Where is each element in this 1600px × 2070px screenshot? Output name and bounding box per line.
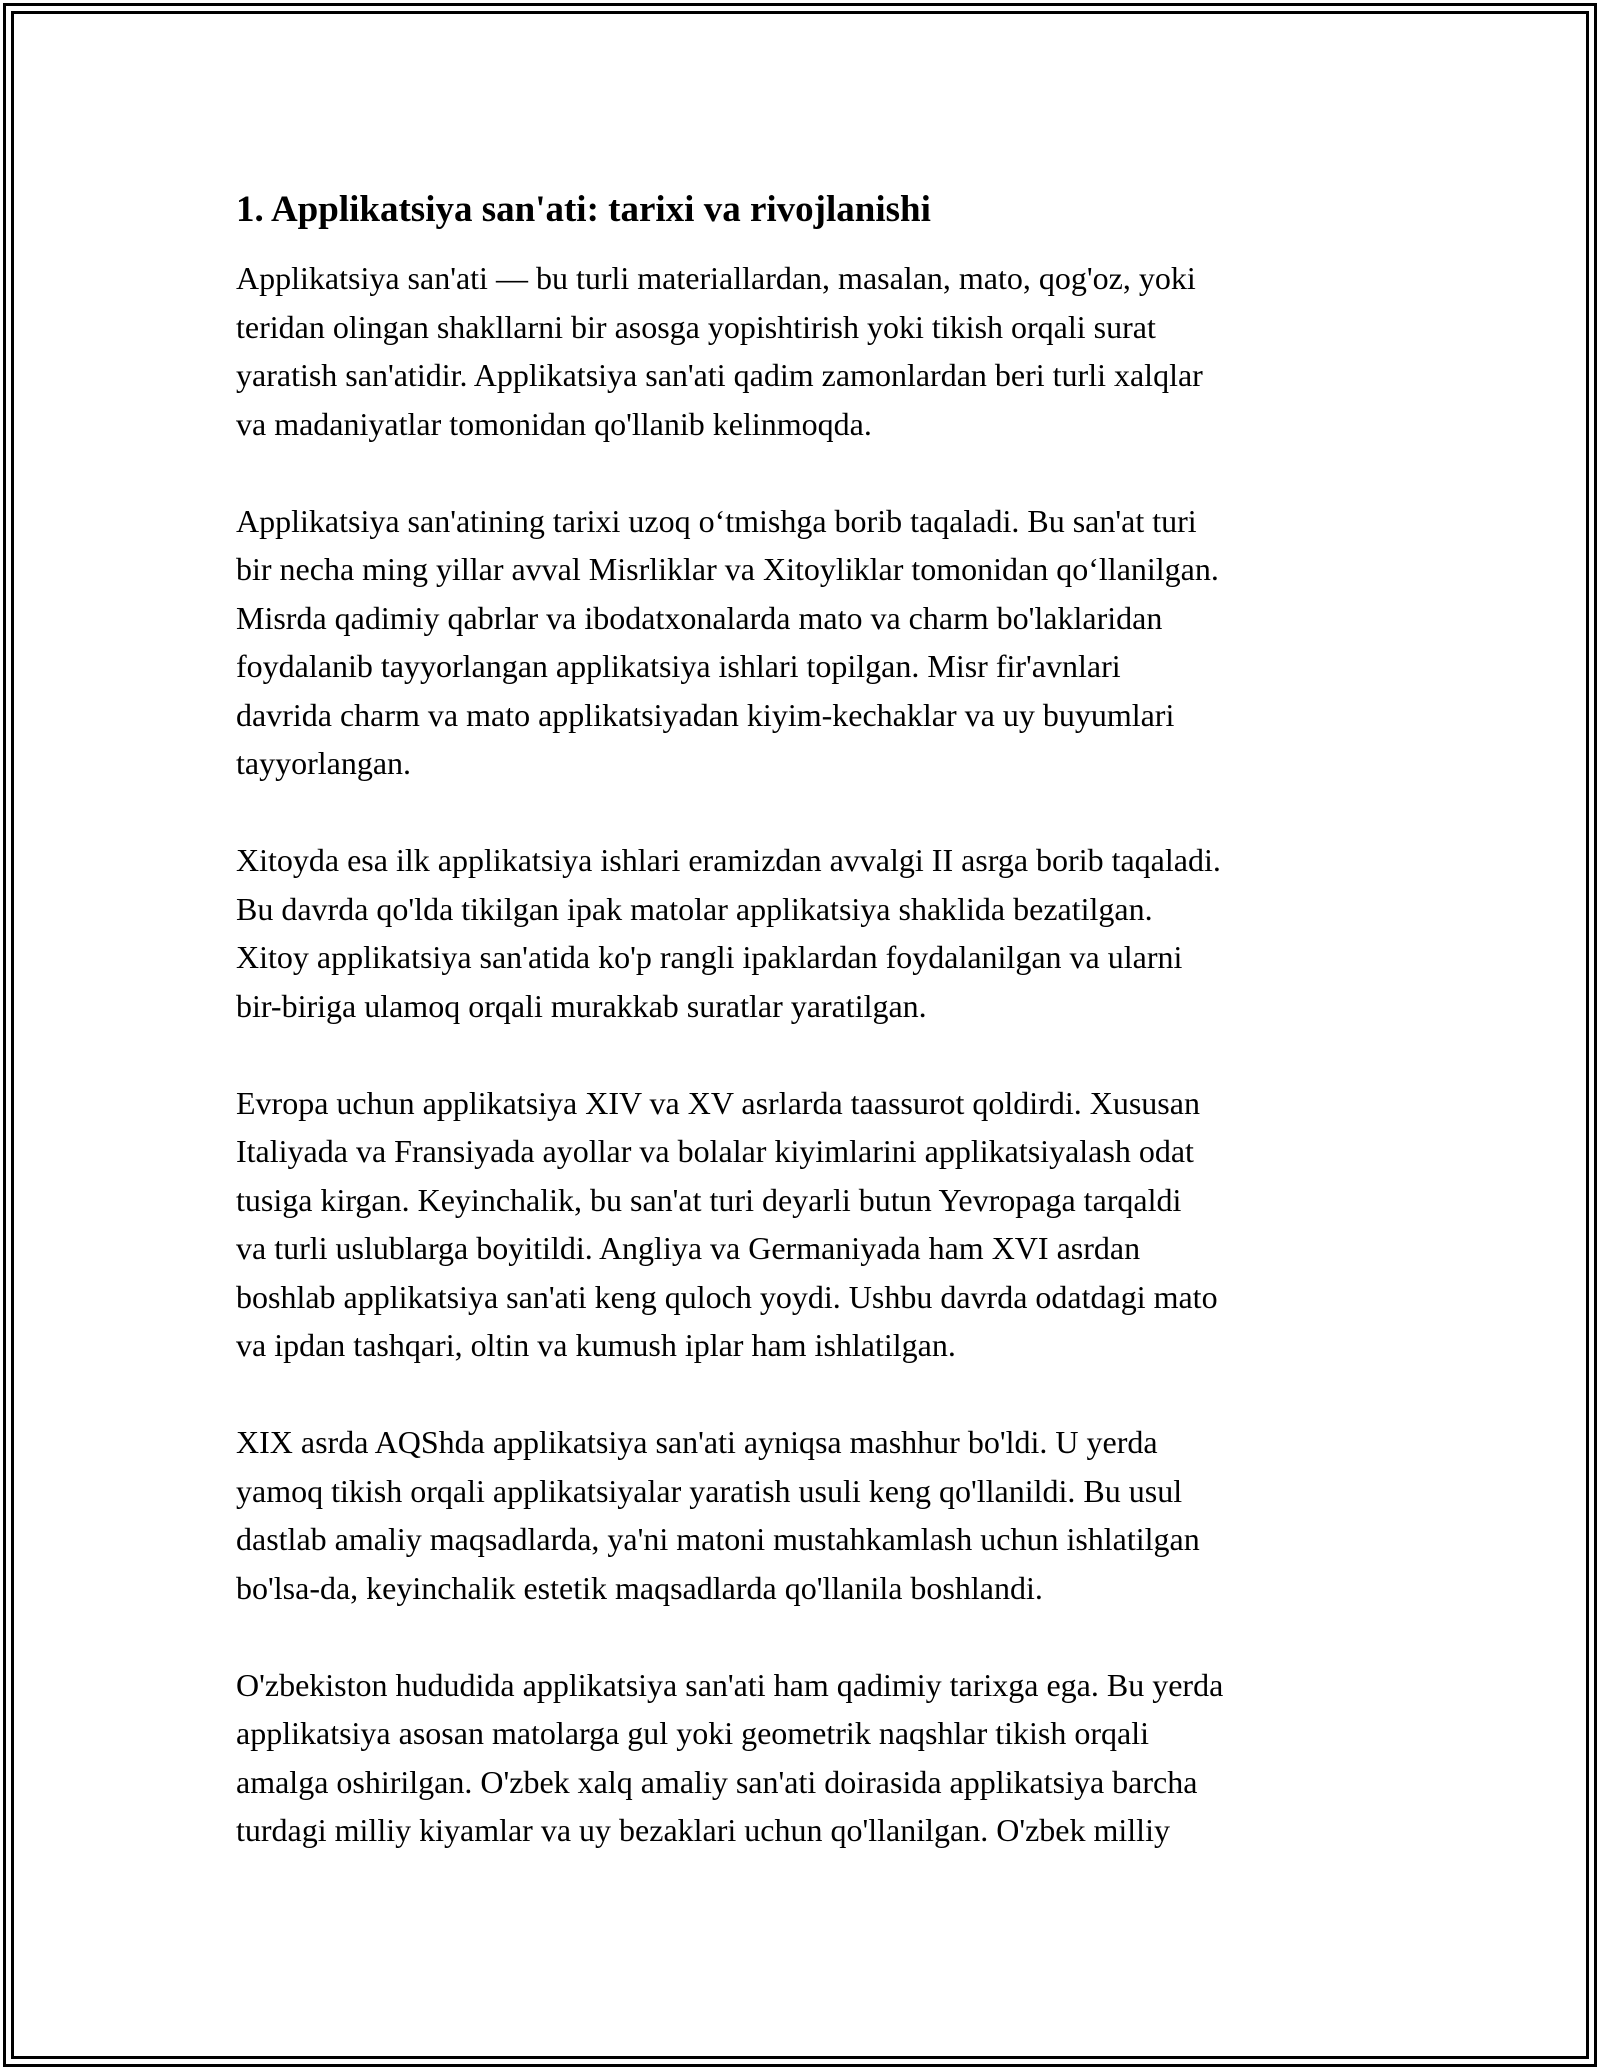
paragraph-line: turdagi milliy kiyamlar va uy bezaklari uchun qo'llanilgan. O'zbek milliy bbox=[236, 1812, 1170, 1848]
paragraph-line: amalga oshirilgan. O'zbek xalq amaliy san'ati doirasida applikatsiya barcha bbox=[236, 1763, 1198, 1800]
paragraph-line: va turli uslublarga boyitildi. Angliya va Germaniyada ham XVI asrdan bbox=[236, 1230, 1141, 1266]
paragraph-5 bbox=[236, 1418, 1376, 1612]
paragraph-line: Evropa uchun applikatsiya XIV va XV asrlarda taassurot qoldirdi. Xususan bbox=[236, 1084, 1200, 1121]
paragraph-line: Applikatsiya san'ati — bu turli materiallardan, masalan, mato, qog'oz, yoki bbox=[236, 260, 1196, 296]
document-body bbox=[236, 186, 1376, 1903]
paragraph-line: dastlab amaliy maqsadlarda, ya'ni matoni mustahkamlash uchun ishlatilgan bbox=[236, 1521, 1200, 1557]
paragraph-line: bir-biriga ulamoq orqali murakkab suratlar yaratilgan. bbox=[236, 987, 927, 1024]
paragraph-2 bbox=[236, 497, 1376, 788]
paragraph-line: tusiga kirgan. Keyinchalik, bu san'at turi deyarli butun Yevropaga tarqaldi bbox=[236, 1181, 1182, 1218]
paragraph-line: boshlab applikatsiya san'ati keng quloch yoydi. Ushbu davrda odatdagi mato bbox=[236, 1278, 1218, 1315]
paragraph-line: yaratish san'atidir. Applikatsiya san'ati qadim zamonlardan beri turli xalqlar bbox=[236, 357, 1203, 393]
paragraph-line: teridan olingan shakllarni bir asosga yopishtirish yoki tikish orqali surat bbox=[236, 308, 1156, 345]
paragraph-line: Italiyada va Fransiyada ayollar va bolalar kiyimlarini applikatsiyalash odat bbox=[236, 1133, 1194, 1169]
paragraph-line: applikatsiya asosan matolarga gul yoki geometrik naqshlar tikish orqali bbox=[236, 1715, 1149, 1751]
paragraph-line: Xitoyda esa ilk applikatsiya ishlari eramizdan avvalgi II asrga borib taqaladi. bbox=[236, 842, 1221, 878]
paragraph-line: Misrda qadimiy qabrlar va ibodatxonalarda mato va charm bo'laklaridan bbox=[236, 599, 1163, 636]
paragraph-1 bbox=[236, 254, 1376, 448]
paragraph-line: Bu davrda qo'lda tikilgan ipak matolar applikatsiya shaklida bezatilgan. bbox=[236, 890, 1153, 927]
paragraph-6 bbox=[236, 1661, 1376, 1855]
paragraph-line: yamoq tikish orqali applikatsiyalar yaratish usuli keng qo'llanildi. Bu usul bbox=[236, 1472, 1183, 1509]
paragraph-4 bbox=[236, 1079, 1376, 1370]
paragraph-line: bo'lsa-da, keyinchalik estetik maqsadlarda qo'llanila boshlandi. bbox=[236, 1569, 1043, 1606]
paragraph-line: davrida charm va mato applikatsiyadan kiyim-kechaklar va uy buyumlari bbox=[236, 696, 1175, 733]
paragraph-line: XIX asrda AQShda applikatsiya san'ati ayniqsa mashhur bo'ldi. U yerda bbox=[236, 1424, 1158, 1460]
section-title: 1. Applikatsiya san'ati: tarixi va rivojlanishi bbox=[236, 189, 931, 230]
paragraph-line: va ipdan tashqari, oltin va kumush iplar ham ishlatilgan. bbox=[236, 1327, 956, 1363]
paragraph-line: va madaniyatlar tomonidan qo'llanib kelinmoqda. bbox=[236, 405, 872, 442]
paragraph-line: O'zbekiston hududida applikatsiya san'ati ham qadimiy tarixga ega. Bu yerda bbox=[236, 1666, 1224, 1703]
paragraph-line: bir necha ming yillar avval Misrliklar va Xitoyliklar tomonidan qoʻllanilgan. bbox=[236, 551, 1219, 587]
paragraph-line: tayyorlangan. bbox=[236, 745, 412, 781]
paragraph-line: Xitoy applikatsiya san'atida ko'p rangli ipaklardan foydalanilgan va ularni bbox=[236, 939, 1183, 975]
paragraph-line: Applikatsiya san'atining tarixi uzoq oʻtmishga borib taqaladi. Bu san'at turi bbox=[236, 502, 1197, 539]
paragraph-line: foydalanib tayyorlangan applikatsiya ishlari topilgan. Misr fir'avnlari bbox=[236, 648, 1121, 684]
paragraph-3 bbox=[236, 836, 1376, 1030]
